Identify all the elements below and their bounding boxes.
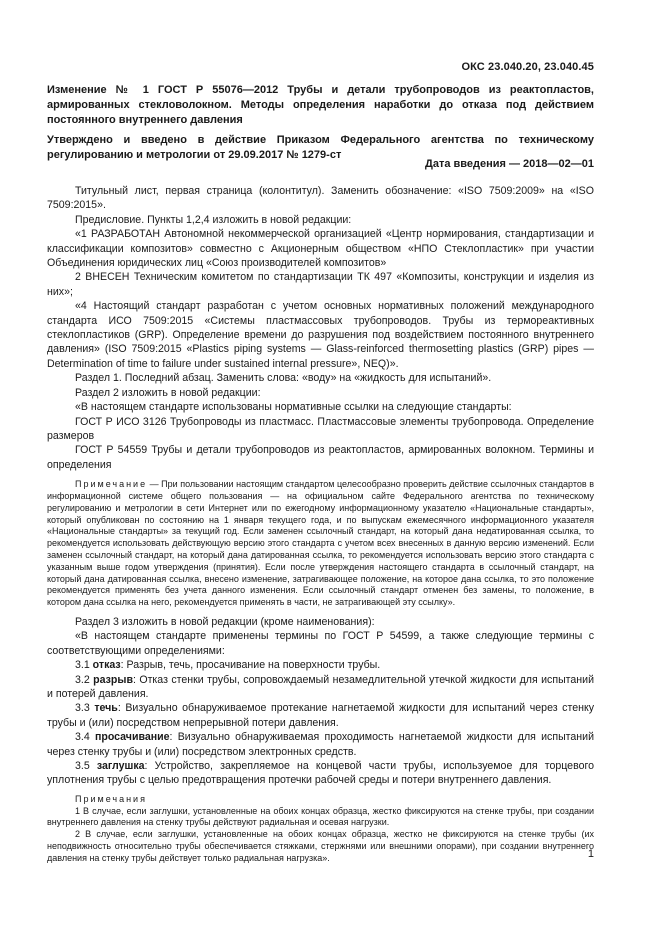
notes-label: Примечания [75,793,147,804]
term-number: 3.3 [75,702,95,715]
term-text: : Устройство, закрепляемое на концевой части трубы, используемое для торцевого уплотнения трубы с целью предотвращения протечки рабочей среды и потери внутреннего давления. [47,759,594,787]
introduction-date: Дата введения — 2018—02—01 [425,158,594,170]
paragraph: ГОСТ Р ИСО 3126 Трубопроводы из пластмасс. Пластмассовые элементы трубопровода. Определение размеров [47,415,594,442]
term-text: : Визуально обнаруживаемая проходимость нагнетаемой жидкости для испытаний через стенку трубы и (или) посредством электронных средств. [47,731,594,758]
term-definition [47,730,594,759]
note-label: Примечание [75,479,148,490]
document-body [47,184,594,865]
paragraph: Раздел 1. Последний абзац. Заменить слова: «воду» на «жидкость для испытаний». [75,372,492,385]
term-number: 3.4 [75,731,95,744]
notes-block [47,794,594,865]
note-text: — При пользовании настоящим стандартом целесообразно проверить действие ссылочных стандартов в информационной системе общего пользования — на официальном сайте Федерального агентства по техническому регулированию и метрологии в сети Интернет или по ежегодному информационному указателю «Национальные стандарты», который опубликован по состоянию на 1 января текущего года, и по выпускам ежемесячного информационного указателя «Национальные стандарты» за текущий год. Если заменен ссылочный стандарт, на который дана недатированная ссылка, то рекомендуется использовать действующую версию этого стандарта с учетом всех внесенных в данную версию изменений. Если заменен ссылочный стандарт, на который дана датированная ссылка, то рекомендуется использовать версию этого стандарта с указанным выше годом утверждения (принятия). Если после утверждения настоящего стандарта в ссылочный стандарт, на который дана датированная ссылка, внесено изменение, затрагивающее положение, на которое дана ссылка, то это положение рекомендуется применять без учета данного изменения. Если ссылочный стандарт отменен без замены, то положение, в котором дана ссылка на него, рекомендуется применять в части, не затрагивающей эту ссылку». [47,479,594,608]
term-definition [47,759,594,788]
term-text: : Разрыв, течь, просачивание на поверхности трубы. [120,659,381,672]
note-item: 1 В случае, если заглушки, установленные на обоих концах образца, жестко фиксируются на стенке трубы, при создании внутреннего давления на стенку трубы действуют радиальная и осевая нагрузки. [47,805,594,828]
term-definition [47,658,594,672]
term: заглушка [96,759,145,772]
note [47,479,594,609]
page-number: 1 [587,848,594,860]
okc-code: ОКС 23.040.20, 23.040.45 [461,61,594,73]
term: разрыв [93,673,133,686]
paragraph: «4 Настоящий стандарт разработан с учетом основных нормативных положений международного стандарта ИСО 7509:2015 «Системы пластмассовых трубопроводов. Трубы из термореактивных стеклопластиков (GRP). Определение времени до разрушения под воздействием постоянного внутреннего давления» (ISO 7509:2015 «Plastics piping systems — Glass-reinforced thermosetting plastics (GRP) pipes — Determination of time to failure under sustained internal pressure», NEQ)». [47,300,594,370]
term: течь [94,702,118,715]
term-text: : Визуально обнаруживаемое протекание нагнетаемой жидкости для испытаний через стенку трубы и (или) посредством непрерывной потери давления. [47,702,595,729]
paragraph: «В настоящем стандарте применены термины по ГОСТ Р 54599, а также следующие термины с соответствующими определениями: [47,630,594,657]
paragraph: Титульный лист, первая страница (колонтитул). Заменить обозначение: «ISO 7509:2009» на «ISO 7509:2015». [47,185,594,212]
amendment-title: Изменение № 1 ГОСТ Р 55076—2012 Трубы и детали трубопроводов из реактопластов, армированных стекловолокном. Методы определения наработки до отказа под действием постоянного внутреннего давления [47,84,594,126]
note-item: 2 В случае, если заглушки, установленные на обоих концах образца, жестко не фиксируются на стенке трубы (их неподвижность относительно трубы обеспечивается стяжками, стержнями или внешними опорами), при создании внутреннего давления на стенку трубы действует только радиальная нагрузка». [47,829,594,863]
paragraph: 2 ВНЕСЕН Техническим комитетом по стандартизации ТК 497 «Композиты, конструкции и изделия из них»; [47,271,594,298]
term-definition [47,673,594,702]
paragraph: Раздел 2 изложить в новой редакции: [75,386,261,399]
approval-statement: Утверждено и введено в действие Приказом Федерального агентства по техническому регулированию и метрологии от 29.09.2017 № 1279-ст [47,134,594,161]
paragraph: Предисловие. Пункты 1,2,4 изложить в новой редакции: [75,213,352,226]
term: отказ [92,659,121,672]
term-text: : Отказ стенки трубы, сопровождаемый незамедлительной утечкой жидкости для испытаний и потерей давления. [47,673,594,700]
paragraph: ГОСТ Р 54559 Трубы и детали трубопроводов из реактопластов, армированных волокном. Термины и определения [47,444,594,471]
term-number: 3.5 [75,759,97,772]
paragraph: «В настоящем стандарте использованы нормативные ссылки на следующие стандарты: [75,401,512,414]
term-definition [47,701,594,730]
paragraph: Раздел 3 изложить в новой редакции (кроме наименования): [75,615,375,628]
term-number: 3.2 [75,673,94,686]
term: просачивание [94,731,170,744]
term-number: 3.1 [75,659,93,672]
paragraph: «1 РАЗРАБОТАН Автономной некоммерческой организацией «Центр нормирования, стандартизации и классификации композитов» совместно с Акционерным обществом «НПО Стеклопластик» при участии Объединения юридических лиц «Союз производителей композитов» [47,228,594,270]
